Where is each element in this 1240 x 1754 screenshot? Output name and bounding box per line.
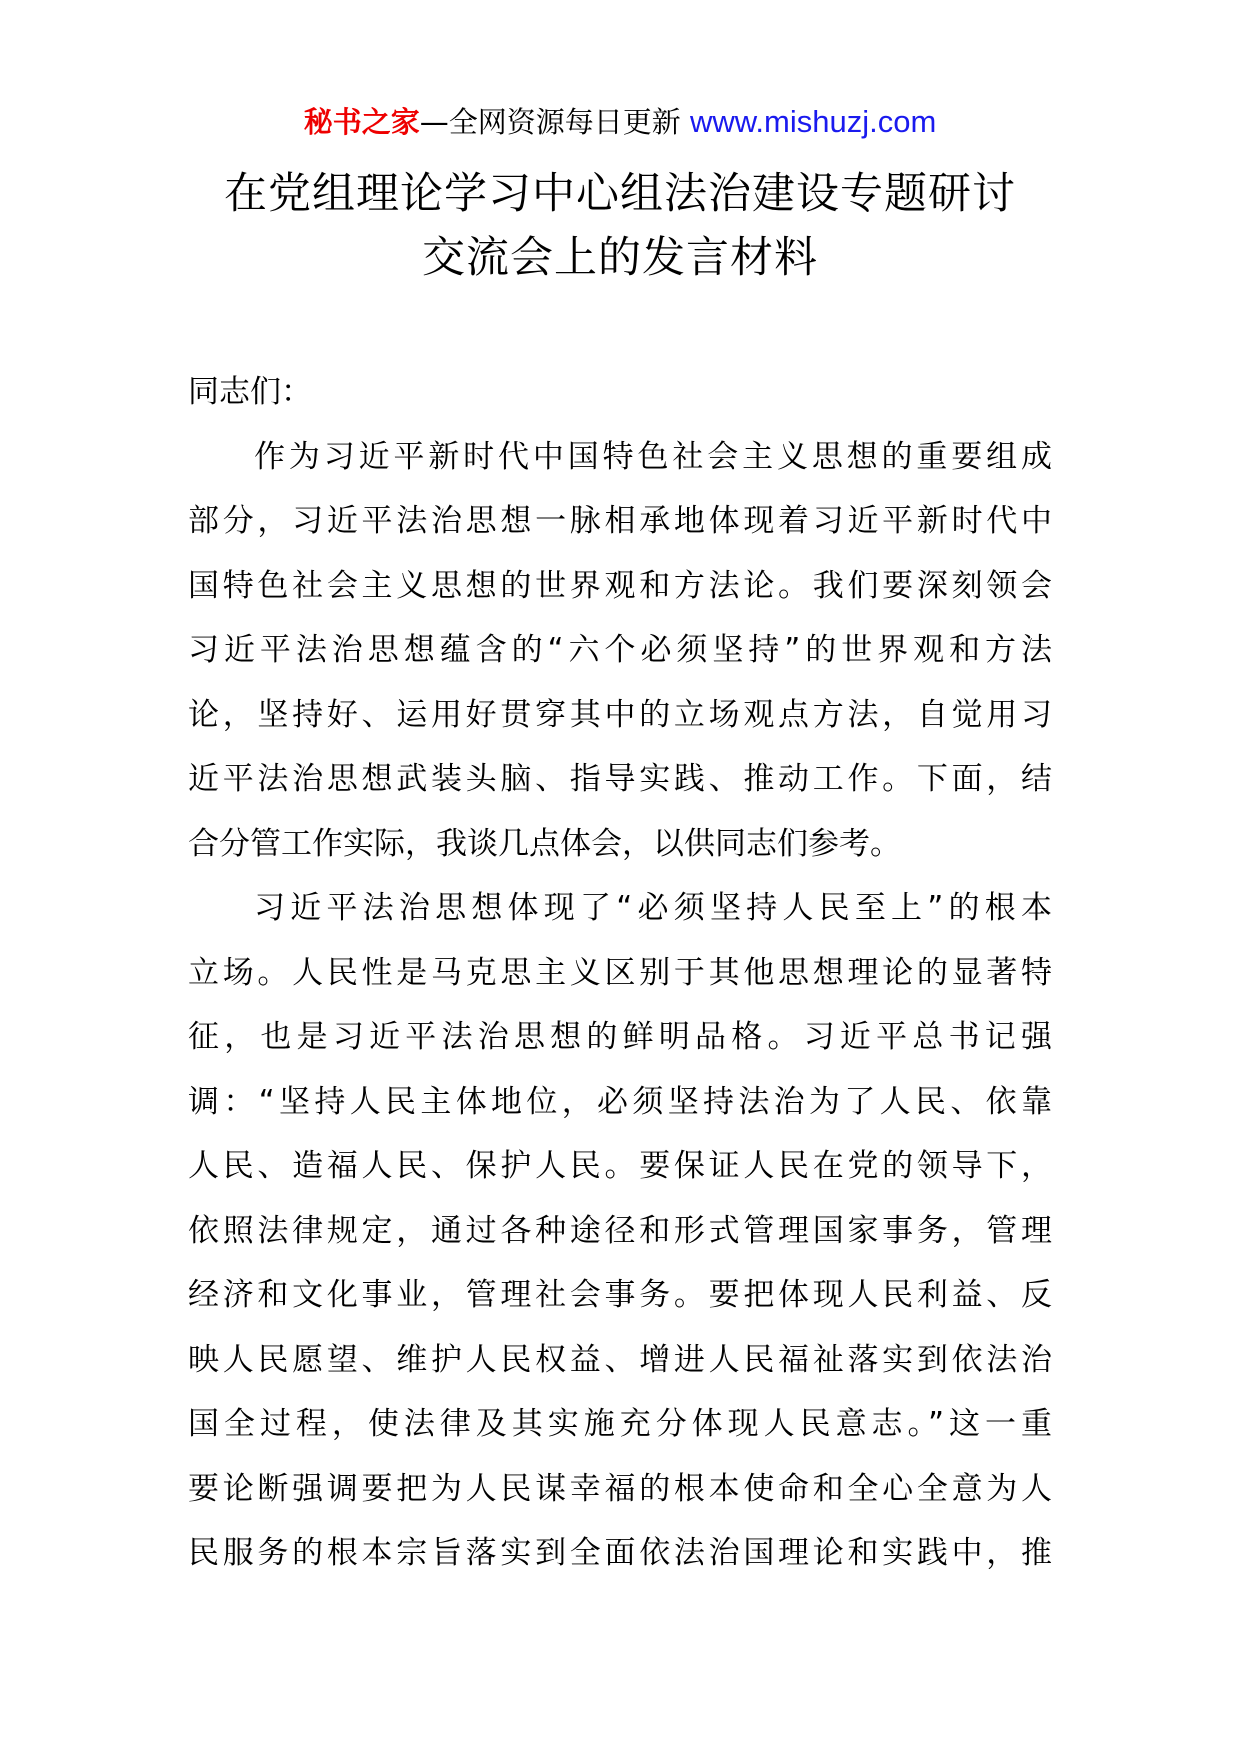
brand-name: 秘书之家 [303, 105, 420, 139]
paragraph-2-line: 要论断强调要把为人民谋幸福的根本使命和全心全意为人 [188, 1470, 1052, 1507]
site-url-link[interactable]: www.mishuzj.com [689, 104, 937, 139]
paragraph-2-line: 依照法律规定，通过各种途径和形式管理国家事务，管理 [188, 1212, 1052, 1249]
paragraph-2-line: 习近平法治思想体现了“必须坚持人民至上”的根本 [254, 890, 1052, 926]
paragraph-1-line: 近平法治思想武装头脑、指导实践、推动工作。下面，结 [188, 761, 1052, 797]
site-header [0, 100, 1240, 144]
paragraph-2-line: 人民、造福人民、保护人民。要保证人民在党的领导下， [188, 1148, 1052, 1184]
paragraph-1-line: 部分，习近平法治思想一脉相承地体现着习近平新时代中 [188, 503, 1052, 539]
paragraph-2 [188, 876, 1052, 1586]
paragraph-2-line: 征，也是习近平法治思想的鲜明品格。习近平总书记强 [188, 1019, 1052, 1055]
paragraph-2-line: 国全过程，使法律及其实施充分体现人民意志。”这一重 [188, 1406, 1052, 1442]
paragraph-1 [188, 425, 1052, 877]
title-line-1: 在党组理论学习中心组法治建设专题研讨 [224, 169, 1016, 219]
paragraph-1-line: 合分管工作实际，我谈几点体会，以供同志们参考。 [188, 825, 901, 862]
paragraph-1-line: 国特色社会主义思想的世界观和方法论。我们要深刻领会 [188, 567, 1052, 604]
title-line-2: 交流会上的发言材料 [422, 233, 818, 283]
paragraph-1-line: 作为习近平新时代中国特色社会主义思想的重要组成 [254, 438, 1052, 475]
paragraph-2-line: 民服务的根本宗旨落实到全面依法治国理论和实践中，推 [188, 1535, 1052, 1571]
document-title [0, 162, 1240, 290]
paragraph-2-line: 映人民愿望、维护人民权益、增进人民福祉落实到依法治 [188, 1341, 1052, 1378]
paragraph-2-line: 立场。人民性是马克思主义区别于其他思想理论的显著特 [188, 954, 1052, 991]
paragraph-2-line: 调：“坚持人民主体地位，必须坚持法治为了人民、依靠 [188, 1083, 1052, 1120]
salutation: 同志们： [188, 374, 312, 410]
document-body [188, 360, 1052, 1586]
header-slogan: —全网资源每日更新 [419, 105, 681, 139]
paragraph-1-line: 论，坚持好、运用好贯穿其中的立场观点方法，自觉用习 [188, 696, 1052, 733]
paragraph-2-line: 经济和文化事业，管理社会事务。要把体现人民利益、反 [188, 1277, 1052, 1313]
paragraph-1-line: 习近平法治思想蕴含的“六个必须坚持”的世界观和方法 [188, 632, 1052, 668]
